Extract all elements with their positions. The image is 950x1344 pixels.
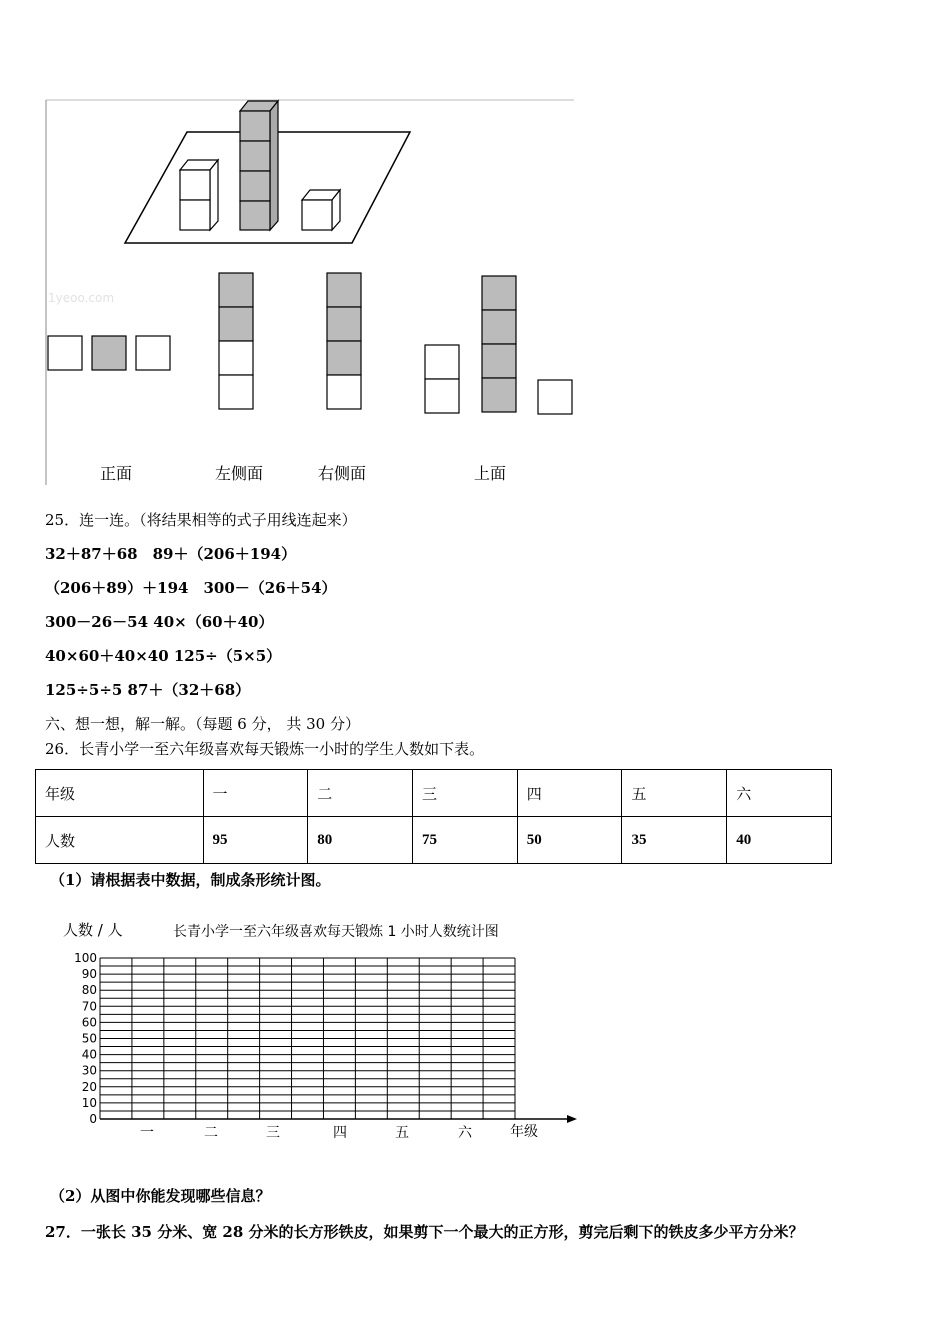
cube-stack-two [180,160,218,230]
y-tick-label: 70 [81,999,97,1014]
table-cell: 年级 [36,770,204,817]
table-cell: 75 [413,817,518,864]
q25-row-4: 40×60＋40×40 125÷（5×5） [45,647,282,665]
table-cell: 35 [622,817,727,864]
table-cell: 二 [308,770,413,817]
chart-title: 长青小学一至六年级喜欢每天锻炼 1 小时人数统计图 [173,924,499,940]
view-left-side [219,273,253,409]
chart-xlabel: 年级 [510,1124,538,1140]
section-6-title: 六、想一想，解一解。（每题 6 分， 共 30 分） [45,715,360,733]
view-top [425,276,572,414]
y-tick-label: 80 [81,983,97,998]
x-category-label: 二 [204,1125,218,1141]
table-cell: 五 [622,770,727,817]
view-label-front: 正面 [100,464,133,483]
view-label-right: 右侧面 [318,464,367,483]
q25-row-1: 32＋87＋68 89＋（206＋194） [45,545,297,563]
table-cell: 四 [517,770,622,817]
x-axis-arrow [567,1115,577,1123]
x-category-label: 三 [266,1125,280,1141]
q26-part-1: （1）请根据表中数据，制成条形统计图。 [50,871,331,889]
y-tick-label: 10 [81,1095,97,1110]
cube-stack-four [240,101,278,230]
chart-ylabel: 人数 / 人 [63,921,123,939]
y-tick-label: 60 [81,1015,97,1030]
y-tick-label: 50 [81,1031,97,1046]
q25-title: 25．连一连。（将结果相等的式子用线连起来） [45,511,357,529]
bar-chart [55,912,585,1152]
q25-row-2: （206＋89）＋194 300－（26＋54） [45,579,337,597]
view-front [48,336,170,370]
cube-single [302,190,340,230]
y-tick-label: 40 [81,1047,97,1062]
table-cell: 六 [727,770,832,817]
view-label-left: 左侧面 [215,464,264,483]
table-cell: 一 [203,770,308,817]
q25-row-5: 125÷5÷5 87＋（32＋68） [45,681,251,699]
y-tick-label: 100 [74,951,97,965]
y-tick-label: 0 [89,1112,97,1126]
y-tick-label: 30 [81,1063,97,1078]
x-category-label: 一 [140,1125,154,1141]
x-category-label: 五 [395,1125,409,1141]
table-cell: 95 [203,817,308,864]
x-category-label: 四 [333,1125,347,1141]
table-cell: 80 [308,817,413,864]
q27-title: 27．一张长 35 分米、宽 28 分米的长方形铁皮，如果剪下一个最大的正方形，剪完后剩下的铁皮多少平方分米？ [45,1223,804,1241]
y-tick-label: 20 [81,1079,97,1094]
q26-title: 26．长青小学一至六年级喜欢每天锻炼一小时的学生人数如下表。 [45,740,485,758]
q26-part-2: （2）从图中你能发现哪些信息？ [50,1187,271,1205]
view-right-side [327,273,361,409]
x-category-label: 六 [458,1125,472,1141]
q26-data-table [35,769,832,864]
y-tick-label: 90 [81,967,97,982]
table-cell: 50 [517,817,622,864]
table-row [36,770,832,817]
watermark: 1yeoo.com [48,291,115,305]
q25-row-3: 300－26－54 40×（60＋40） [45,613,274,631]
table-cell: 40 [727,817,832,864]
table-row [36,817,832,864]
view-label-top: 上面 [474,464,507,483]
table-cell: 人数 [36,817,204,864]
table-cell: 三 [413,770,518,817]
cube-views-figure [40,95,580,490]
